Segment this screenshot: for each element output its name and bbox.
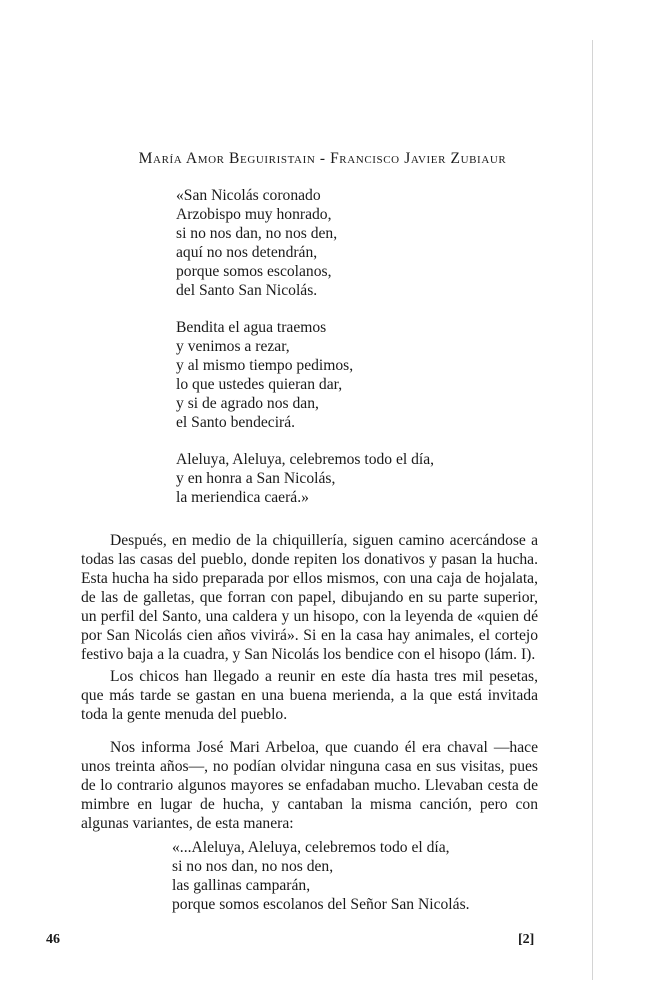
- poem-line: si no nos dan, no nos den,: [176, 225, 338, 242]
- poem-line: Bendita el agua traemos: [176, 319, 327, 336]
- poem-line: aquí no nos detendrán,: [176, 244, 318, 261]
- poem-line: «...Aleluya, Aleluya, celebremos todo el día,: [172, 839, 450, 856]
- paragraph-text: Los chicos han llegado a reunir en este día hasta tres mil pesetas, que más tarde se gastan en una buena merienda, a la que está invitada toda la gente menuda del pueblo.: [81, 668, 538, 723]
- poem-line: porque somos escolanos del Señor San Nicolás.: [172, 896, 470, 913]
- poem-stanza-3: [176, 450, 434, 507]
- poem-line: y al mismo tiempo pedimos,: [176, 357, 354, 374]
- poem-stanza-4: [172, 838, 470, 914]
- poem-stanza-2: [176, 318, 353, 432]
- page-edge-line: [592, 40, 593, 980]
- poem-line: Arzobispo muy honrado,: [176, 206, 332, 223]
- paragraph-text: Nos informa José Mari Arbeloa, que cuando él era chaval —hace unos treinta años—, no podían olvidar ninguna casa en sus visitas, pues de lo contrario algunos mayores se enfadaban mucho. Llevaban cesta de mimbre en lugar de hucha, y cantaban la misma canción, pero con algunas variantes, de esta manera:: [81, 739, 538, 832]
- section-marker: [2]: [518, 932, 535, 947]
- poem-line: y venimos a rezar,: [176, 338, 290, 355]
- poem-line: porque somos escolanos,: [176, 263, 332, 280]
- poem-line: «San Nicolás coronado: [176, 187, 321, 204]
- poem-line: el Santo bendecirá.: [176, 414, 296, 431]
- body-paragraph-3: [81, 738, 538, 833]
- poem-line: si no nos dan, no nos den,: [172, 858, 334, 875]
- body-paragraph-2: [81, 667, 538, 724]
- poem-line: del Santo San Nicolás.: [176, 282, 318, 299]
- body-paragraph-1: [81, 531, 538, 664]
- poem-line: la meriendica caerá.»: [176, 489, 309, 506]
- running-header-authors: María Amor Beguiristain - Francisco Javier Zubiaur: [138, 150, 507, 167]
- page-number: 46: [46, 932, 60, 947]
- poem-line: y en honra a San Nicolás,: [176, 470, 336, 487]
- poem-line: las gallinas camparán,: [172, 877, 311, 894]
- poem-line: Aleluya, Aleluya, celebremos todo el día,: [176, 451, 435, 468]
- paragraph-text: Después, en medio de la chiquillería, siguen camino acercándose a todas las casas del pueblo, donde repiten los donativos y pasan la hucha. Esta hucha ha sido preparada por ellos mismos, con una caja de hojalata, de las de galletas, que forran con papel, dibujando en su parte superior, un perfil del Santo, una caldera y un hisopo, con la leyenda de «quien dé por San Nicolás cien años vivirá». Si en la casa hay animales, el cortejo festivo baja a la cuadra, y San Nicolás los bendice con el hisopo (lám. I).: [81, 532, 538, 663]
- poem-line: y si de agrado nos dan,: [176, 395, 319, 412]
- poem-stanza-1: [176, 186, 337, 300]
- poem-line: lo que ustedes quieran dar,: [176, 376, 343, 393]
